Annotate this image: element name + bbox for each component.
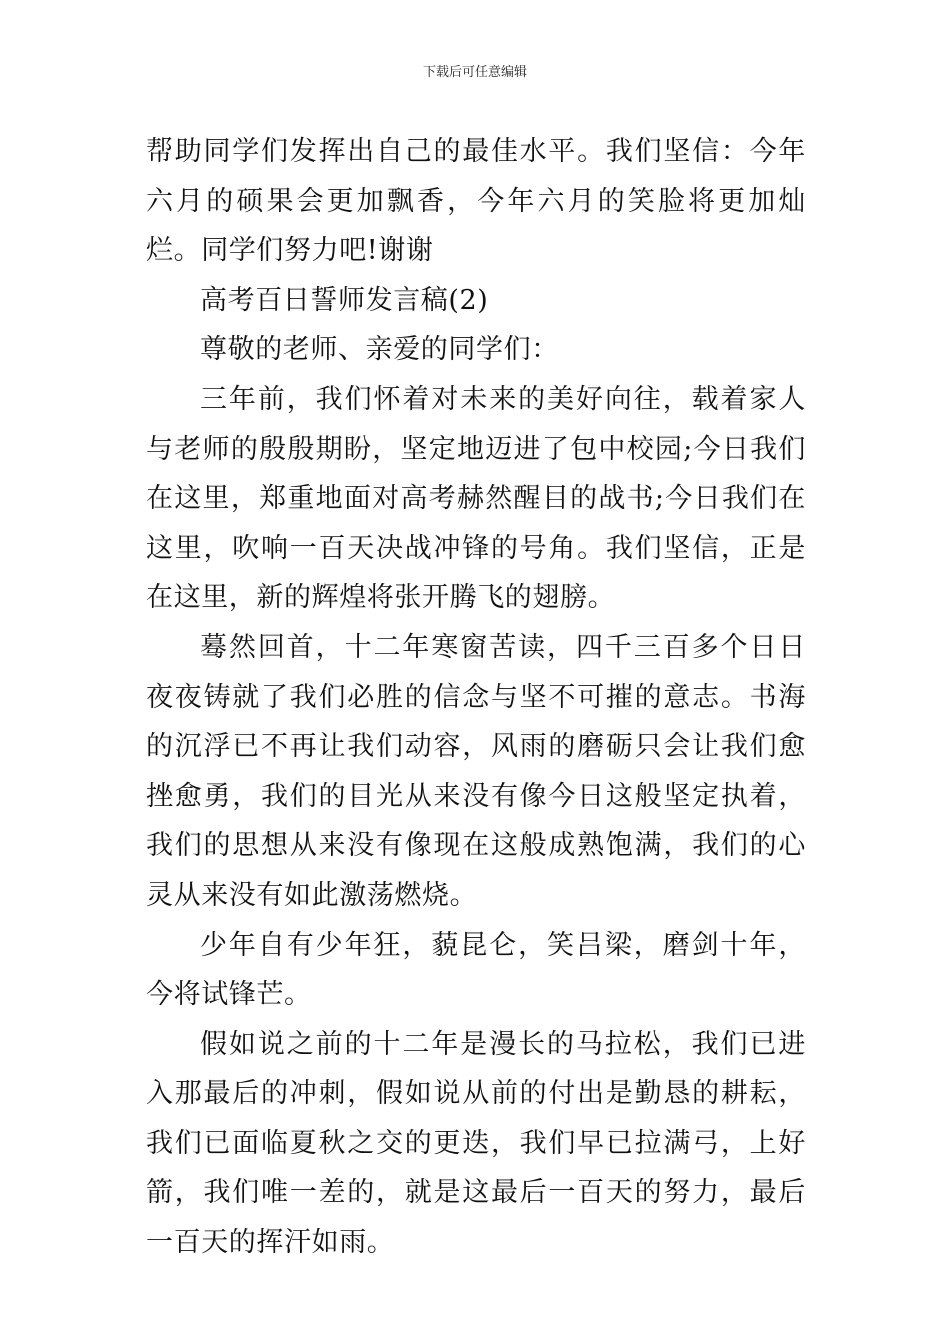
paragraph-6: 少年自有少年狂，藐昆仑，笑吕梁，磨剑十年，今将试锋芒。 [146,929,806,1011]
document-body [146,127,806,1268]
paragraph-5: 蓦然回首，十二年寒窗苦读，四千三百多个日日夜夜铸就了我们必胜的信念与坚不可摧的意志。书海的沉浮已不再让我们动容，风雨的磨砺只会让我们愈挫愈勇，我们的目光从来没有像今日这般坚定执着，我们的思想从来没有像现在这般成熟饱满，我们的心灵从来没有如此激荡燃烧。 [146,631,806,911]
speech-title: 高考百日誓师发言稿(2) [200,284,489,316]
paragraph-7: 假如说之前的十二年是漫长的马拉松，我们已进入那最后的冲刺，假如说从前的付出是勤恳的耕耘，我们已面临夏秋之交的更迭，我们早已拉满弓，上好箭，我们唯一差的，就是这最后一百天的努力，最后一百天的挥汗如雨。 [146,1028,806,1259]
salutation: 尊敬的老师、亲爱的同学们： [200,334,559,366]
paragraph-1: 帮助同学们发挥出自己的最佳水平。我们坚信：今年六月的硕果会更加飘香，今年六月的笑脸将更加灿烂。同学们努力吧!谢谢 [146,136,806,267]
page-header-note: 下载后可任意编辑 [422,65,527,80]
paragraph-4: 三年前，我们怀着对未来的美好向往，载着家人与老师的殷殷期盼，坚定地迈进了包中校园;今日我们在这里，郑重地面对高考赫然醒目的战书;今日我们在这里，吹响一百天决战冲锋的号角。我们坚信，正是在这里，新的辉煌将张开腾飞的翅膀。 [146,383,806,614]
